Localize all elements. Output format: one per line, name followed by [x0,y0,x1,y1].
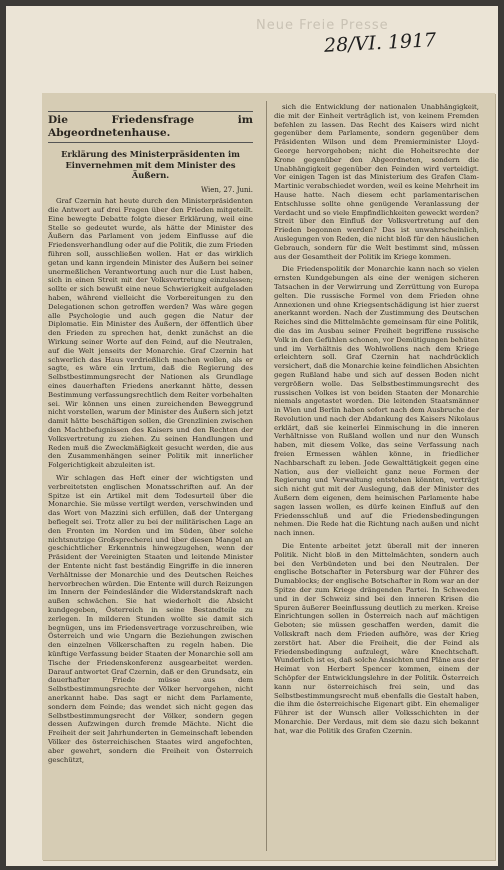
article-headline: Die Friedensfrage im Abgeordnetenhause. [48,111,253,143]
article-paragraph: sich die Entwicklung der nationalen Unabhängigkeit, die mit der Einheit verträglich ist, von keinem Fremden befehlen zu lassen. Das Recht des Kaisers wird nicht gegenüber dem Parlamente, sondern gegenüber dem Präsidenten Wilson und dem Premierminister Lloyd-George hervorgehoben; nicht die Hoheitsrechte der Krone gegenüber den Abgeordneten, sondern die Unabhängigkeit gegenüber den Feinden wird verteidigt. Vor einigen Tagen ist das Ministerium des Grafen Clam-Martinic verabschiedet worden, weil es keine Mehrheit im Hause hatte. Nach diesem echt parlamentarischen Entschlusse sollte ohne genügende Veranlassung der Verdacht und so viele Empfindlichkeiten geweckt werden? Streit über den Einfluß der Volksvertretung auf den Frieden begonnen werden? Das ist unwahrscheinlich, Auslegungen von Reden, die nicht bloß für den häuslichen Gebrauch, sondern für die Welt bestimmt sind, müssen aus der Gesamtheit der Politik im Kriege kommen. [274,103,479,261]
article-left-column [48,103,253,768]
handwritten-date: 28/VI. 1917 [323,29,437,57]
article-dateline: Wien, 27. Juni. [200,185,253,194]
column-divider [266,101,267,851]
article-paragraph: Die Friedenspolitik der Monarchie kann nach so vielen ernsten Kundgebungen als eine der wenigen sicheren Tatsachen in der Verwirrung und Zerrüttung von Europa gelten. Die russische Formel von dem Frieden ohne Annexionen und ohne Kriegsentschädigung ist hier zuerst anerkannt worden. Nach der Zustimmung des Deutschen Reiches sind die Mittelmächte gemeinsam für eine Politik, die das im Ausbau seiner Freiheit begriffene russische Volk in den Gefühlen schonen, vor Demütigungen behüten und im Verhältnis des Wohlwollens nach dem Kriege erleichtern soll. Graf Czernin hat nachdrücklich versichert, daß die Monarchie keine feindlichen Absichten gegen Rußland habe und sich auf dessen Boden nicht vergrößern wolle. Das Selbstbestimmungsrecht des russischen Volkes ist von beiden Staaten der Monarchie niemals angetastet worden. Die leitenden Staatsmänner in Wien und Berlin haben sofort nach dem Ausbruche der Revolution und nach der Abdankung des Kaisers Nikolaus erklärt, daß sie keinerlei Einmischung in die inneren Verhältnisse von Rußland wollen und nur den Wunsch haben, mit diesem Volke, das seine Verfassung nach freien Ermessen wählen könne, in friedlicher Nachbarschaft zu leben. Jede Gewalttätigkeit gegen eine Nation, aus der vielleicht ganz neue Formen der Regierung und Verwaltung entstehen könnten, verträgt sich nicht gut mit der Auslegung, daß der Minister des Äußern dem eigenen, dem heimischen Parlamente habe sagen lassen wollen, es dürfe keinen Einfluß auf den Friedensschluß und auf die Friedensbedingungen nehmen. Die Rede hat die Richtung nach außen und nicht nach innen. [274,265,479,538]
newspaper-stamp: Neue Freie Presse [256,18,389,33]
article-paragraph: Wir schlagen das Heft einer der wichtigsten und verbreitetsten englischen Monatsschriften auf. An der Spitze ist ein Artikel mit dem Todesurteil über die Monarchie. Sie müsse vertilgt werden, verschwinden und das Wort von Mazzini sich erfüllen, daß der Untergang befiegelt sei. Trotz aller zu bei der militärischen Lage an den Fronten im Norden und im Süden, über solche nichtsnutzige Großsprecherei und über diesen Mangel an geschichtlicher Erkenntnis hinwegzugehen, wenn der Präsident der Vereinigten Staaten und leitende Minister der Entente nicht fast beständig Eingriffe in die inneren Verhältnisse der Monarchie und des Deutschen Reiches hervorbrechen würden. Die Entente will durch Reizungen im Innern der Feindesländer die Widerstandskraft nach außen schwächen. Sie hat wiederholt die Absicht kundgegeben, Österreich in seine Bestandteile zu zerlegen. In milderen Stunden wollte sie damit sich begnügen, uns im Friedensvertrage vorzuschreiben, wie Österreich und wie Ungarn die Beziehungen zwischen den einzelnen Völkerschaften zu regeln haben. Die künftige Verfassung beider Staaten der Monarchie soll am Tische der Friedenskonferenz ausgearbeitet werden. Darauf antwortet Graf Czernin, daß er den Grundsatz, ein dauerhafter Friede müsse aus dem Selbstbestimmungsrechte der Völker hervorgehen, nicht anerkannt habe. Das sagt er nicht dem Parlamente, sondern dem Feinde; das wendet sich nicht gegen das Selbstbestimmungsrecht der Völker, sondern gegen dessen Aufzwingen durch fremde Mächte. Nicht die Freiheit der seit Jahrhunderten in Gemeinschaft lebenden Völker des österreichischen Staates wird angefochten, aber gewehrt, sondern die Freiheit von Österreich geschützt, [48,474,253,764]
article-subhead: Erklärung des Ministerpräsidenten im Einvernehmen mit dem Minister des Äußern. [61,149,240,180]
article-paragraph: Graf Czernin hat heute durch den Ministerpräsidenten die Antwort auf drei Fragen über den Frieden mitgeteilt. Eine bewegte Debatte folgte dieser Erklärung, weil eine Stelle so gedeutet wurde, als hätte der Minister des Äußern das Parlament von jedem Einflusse auf die Friedensverhandlung oder auf die Politik, die zum Frieden führen soll, ausschließen wollen. Hat er das wirklich getan und kann irgendein Minister des Äußern bei seiner unermeßlichen Verantwortung auch nur die Lust haben, sich in einen Streit mit der Volksvertretung einzulassen; sollte er sich bewußt eine neue Schwierigkeit aufgeladen haben, während vielleicht die Vorbereitungen zu den Delegationen schon getroffen werden? Was wäre gegen alle Psychologie und auch gegen die Natur der Diplomatie. Ein Minister des Äußern, der öffentlich über den Frieden zu sprechen hat, denkt zunächst an die Wirkung seiner Worte auf den Feind, auf die Neutralen, auf die Welt jenseits der Monarchie. Graf Czernin hat schwerlich das Haus verdrießlich machen wollen, als er sagte, es wäre ein Irrtum, daß die Regierung des Selbstbestimmungsrecht der Nationen als Grundlage eines dauerhaften Friedens anerkannt hätte, dessen Bestimmung verfassungsrechtlich dem Reiter vorbehalten sei. Wir können uns einen zureichenden Beweggrund nicht vorstellen, warum der Minister des Äußern sich jetzt damit hätte beschäftigen sollen, die Grenzlinien zwischen den Machtbefugnissen des Kaisers und den Rechten der Volksvertretung zu ziehen. Zu seinen Handlungen und Reden muß die Zweckmäßigkeit gesucht werden, die aus den Zusammenhängen seiner Politik mit innerlicher Folgerichtigkeit abzuleiten ist. [48,197,253,470]
article-paragraph: Die Entente arbeitet jetzt überall mit der inneren Politik. Nicht bloß in den Mittelmächten, sondern auch bei den Verbündeten und bei den Neutralen. Der englische Botschafter in Petersburg war der Führer des Dumablocks; der englische Botschafter in Rom war an der Spitze der zum Kriege drängenden Partei. In Schweden und in der Schweiz sind bei den inneren Krisen die Spuren äußerer Beeinflussung deutlich zu merken. Kreise Einrichtungen sollen in Österreich nach auf mächtigen Geboten; sie müssen geschaffen werden, damit die Volkskraft nach dem Frieden aufhöre, was der Krieg zerstört hat. Aber die Freiheit, die der Feind als Friedensbedingung aufzulegt, wäre Knechtschaft. Wunderlich ist es, daß solche Ansichten und Pläne aus der Heimat von Herbert Spencer kommen, einem der Schöpfer der Entwicklungslehre in der Politik. Österreich kann nur österreichisch frei sein, und das Selbstbestimmungsrecht muß ebenfalls die Gestalt haben, die ihm die österreichische Eigenart gibt. Ein ehemaliger Führer ist der Wunsch aller Volksschichten in der Monarchie. Der Verdaus, mit dem sie dazu sich bekannt hat, war die Politik des Grafen Czernin. [274,542,479,735]
article-right-column [274,103,479,740]
newspaper-clipping [42,93,495,860]
